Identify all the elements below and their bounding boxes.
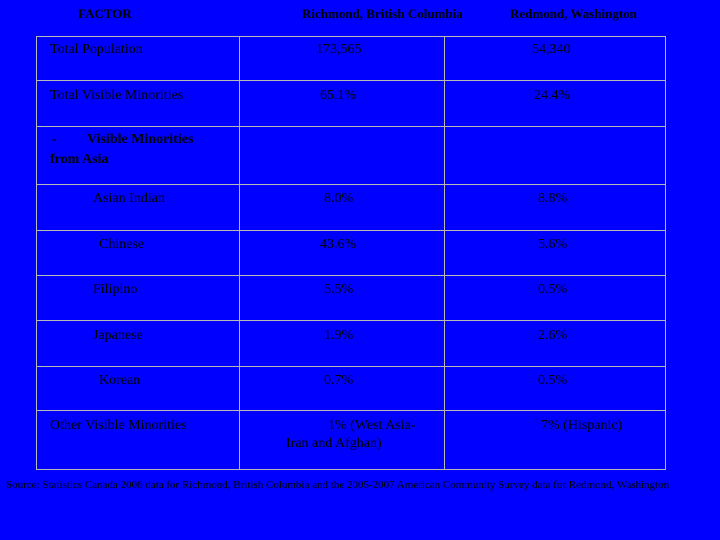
table-row-divider [36, 184, 666, 185]
table-cell-factor: Total Visible Minorities [50, 88, 184, 103]
table-cell-factor: Filipino [93, 282, 138, 297]
table-border-bottom [36, 469, 666, 470]
table-cell-richmond: 173,565 [316, 42, 362, 57]
table-row-divider [36, 320, 666, 321]
source-note: Source: Statistics Canada 2006 data for Richmond, British Columbia and the 2005-2007 American Community Survey data for Redmond, Washington [6, 479, 670, 491]
table-cell-factor: Japanese [93, 328, 143, 343]
table-cell-factor: Other Visible Minorities [50, 418, 187, 433]
table-row-divider [36, 366, 666, 367]
table-row-divider [36, 275, 666, 276]
table-cell-redmond: 24.4% [534, 88, 571, 103]
table-cell-richmond: 8.0% [324, 191, 354, 206]
table-cell-factor: Total Population [50, 42, 143, 57]
table-row-divider [36, 126, 666, 127]
table-cell-factor: Asian Indian [93, 191, 165, 206]
table-cell-redmond: 2.6% [538, 328, 568, 343]
table-cell-richmond: 5.5% [324, 282, 354, 297]
table-cell-richmond: 1.9% [324, 328, 354, 343]
table-column-divider [444, 36, 445, 470]
section-heading-line2: from Asia [50, 152, 109, 167]
section-heading: Visible Minorities [87, 132, 194, 147]
table-cell-factor: Chinese [99, 237, 145, 252]
table-cell-redmond: 5.6% [538, 237, 568, 252]
table-cell-redmond: 7% (Hispanic) [541, 418, 623, 433]
header-factor: FACTOR [78, 6, 132, 21]
table-cell-richmond: 65.1% [320, 88, 357, 103]
table-cell-redmond: 0.5% [538, 282, 568, 297]
table-cell-richmond: 0.7% [324, 373, 354, 388]
table-cell-redmond: 8.8% [538, 191, 568, 206]
table-column-divider [239, 36, 240, 470]
table-cell-redmond: 54,340 [532, 42, 571, 57]
table-cell-richmond-line2: Iran and Afghan) [286, 436, 382, 451]
table-row-divider [36, 410, 666, 411]
header-richmond: Richmond, British Columbia [302, 6, 463, 21]
table-row-divider [36, 230, 666, 231]
header-redmond: Redmond, Washington [510, 6, 637, 21]
table-cell-richmond: 43.6% [320, 237, 357, 252]
table-cell-redmond: 0.5% [538, 373, 568, 388]
table-cell-factor: Korean [99, 373, 141, 388]
table-row-divider [36, 80, 666, 81]
table-border-left [36, 36, 37, 470]
section-heading-prefix: - [52, 132, 57, 147]
table-cell-richmond: 1% (West Asia- [328, 418, 416, 433]
table-border-top [36, 36, 666, 37]
table-border-right [665, 36, 666, 470]
